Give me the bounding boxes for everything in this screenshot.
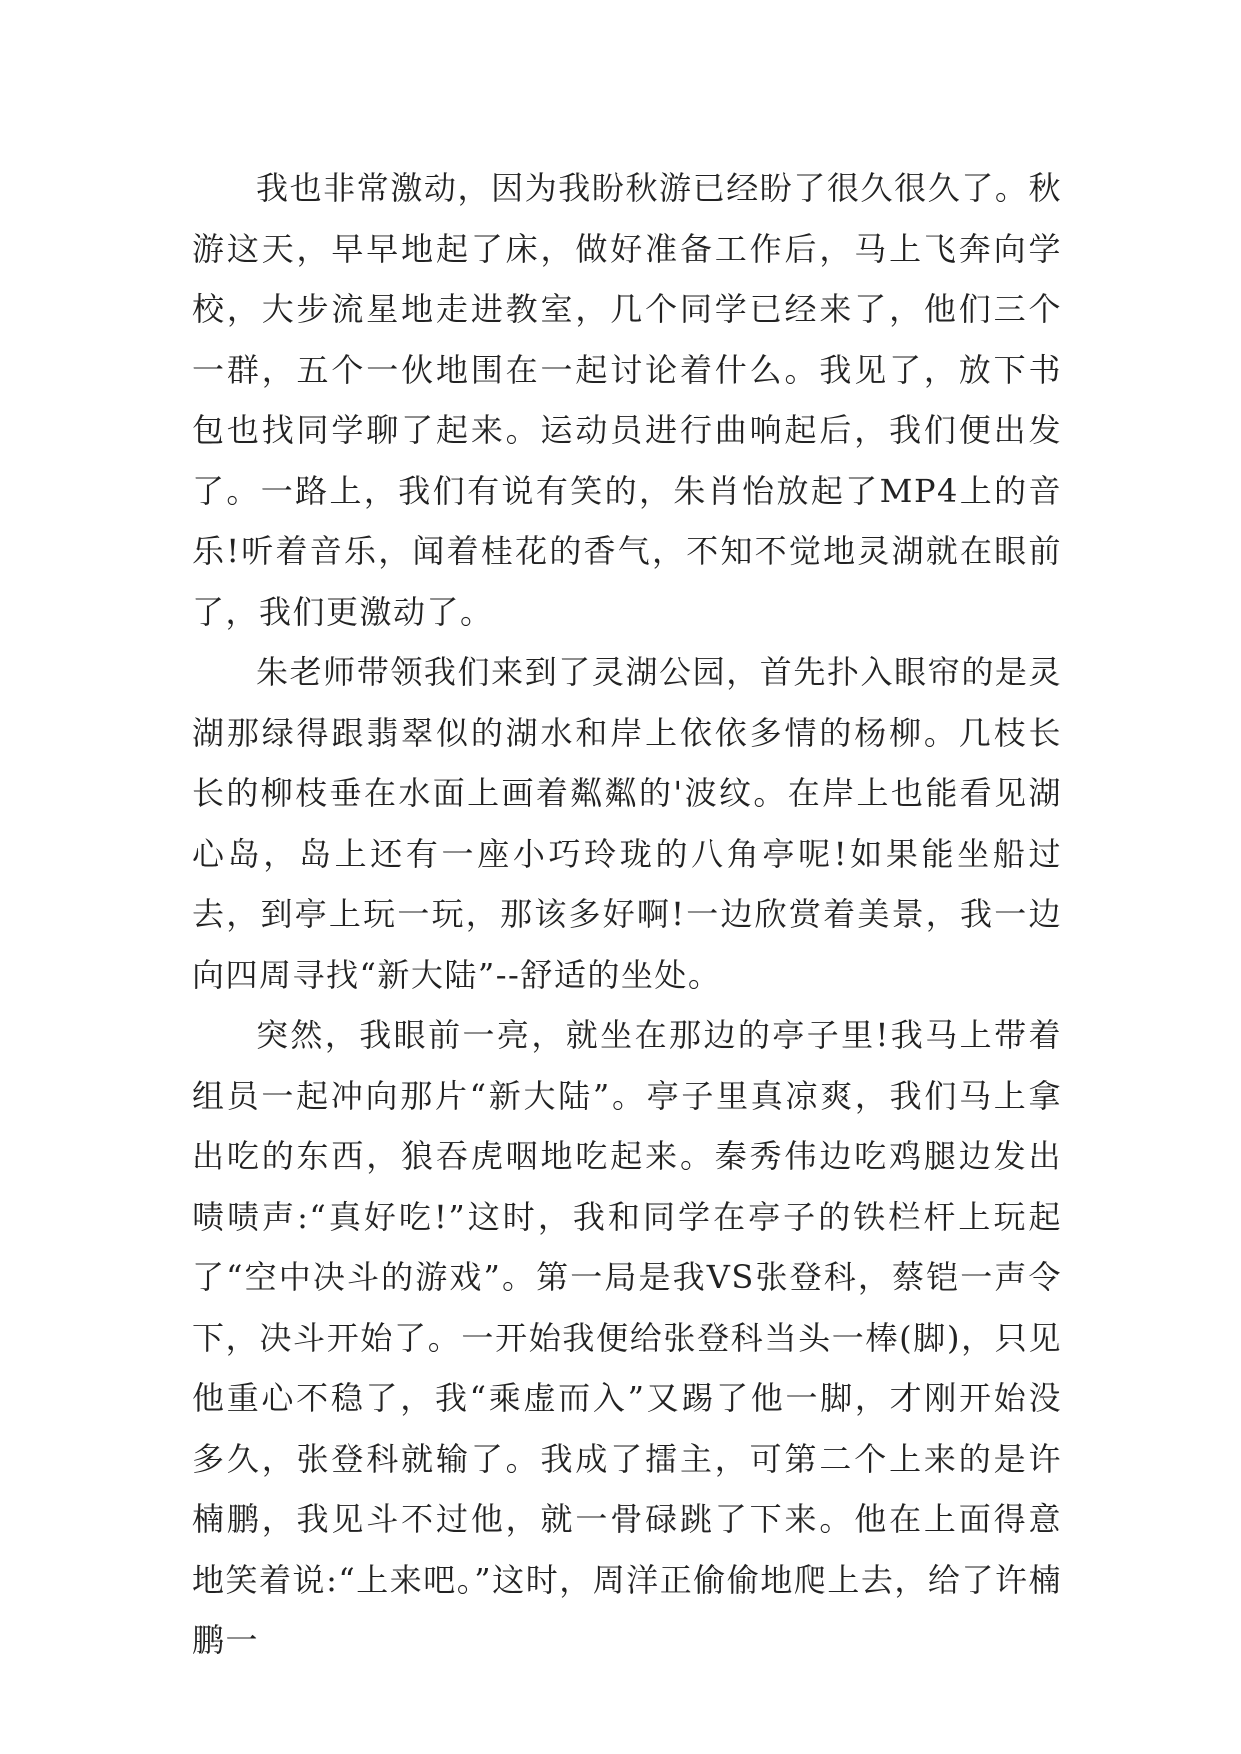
paragraph-3: 突然，我眼前一亮，就坐在那边的亭子里!我马上带着组员一起冲向那片“新大陆”。亭子里真凉爽，我们马上拿出吃的东西，狼吞虎咽地吃起来。秦秀伟边吃鸡腿边发出啧啧声:“真好吃!”这时，我和同学在亭子的铁栏杆上玩起了“空中决斗的游戏”。第一局是我VS张登科，蔡铠一声令下，决斗开始了。一开始我便给张登科当头一棒(脚)，只见他重心不稳了，我“乘虚而入”又踢了他一脚，才刚开始没多久，张登科就输了。我成了擂主，可第二个上来的是许楠鹏，我见斗不过他，就一骨碌跳了下来。他在上面得意地笑着说:“上来吧。”这时，周洋正偷偷地爬上去，给了许楠鹏一 xyxy=(192,1016,1062,1659)
paragraph-1: 我也非常激动，因为我盼秋游已经盼了很久很久了。秋游这天，早早地起了床，做好准备工作后，马上飞奔向学校，大步流星地走进教室，几个同学已经来了，他们三个一群，五个一伙地围在一起讨论着什么。我见了，放下书包也找同学聊了起来。运动员进行曲响起后，我们便出发了。一路上，我们有说有笑的，朱肖怡放起了MP4上的音乐!听着音乐，闻着桂花的香气，不知不觉地灵湖就在眼前了，我们更激动了。 xyxy=(192,169,1062,631)
document-body xyxy=(192,158,1062,1671)
paragraph-2: 朱老师带领我们来到了灵湖公园，首先扑入眼帘的是灵湖那绿得跟翡翠似的湖水和岸上依依多情的杨柳。几枝长长的柳枝垂在水面上画着粼粼的'波纹。在岸上也能看见湖心岛，岛上还有一座小巧玲珑的八角亭呢!如果能坐船过去，到亭上玩一玩，那该多好啊!一边欣赏着美景，我一边向四周寻找“新大陆”--舒适的坐处。 xyxy=(192,653,1062,994)
